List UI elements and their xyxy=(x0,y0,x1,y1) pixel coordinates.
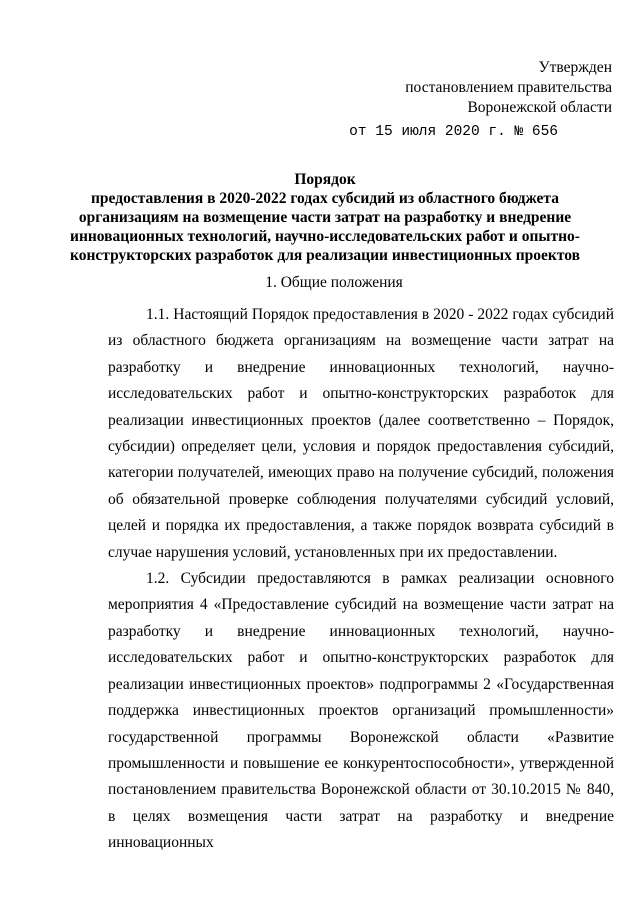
title-subtitle: предоставления в 2020-2022 годах субсидий из областного бюджета организациям на возмещение части затрат на разработку и внедрение инновационных технологий, научно-исследовательских работ и опытно-конструкторских разработок для реализации инвестиционных проектов xyxy=(70,190,580,264)
section-heading: 1. Общие положения xyxy=(265,274,403,291)
paragraph-1-2: 1.2. Субсидии предоставляются в рамках реализации основного мероприятия 4 «Предоставление субсидий на возмещение части затрат на разработку и внедрение инновационных технологий, научно-исследовательских работ и опытно-конструкторских разработок для реализации инвестиционных проектов» подпрограммы 2 «Государственная поддержка инвестиционных проектов организаций промышленности» государственной программы Воронежской области «Развитие промышленности и повышение ее конкурентоспособности», утвержденной постановлением правительства Воронежской области от 30.10.2015 № 840, в целях возмещения части затрат на разработку и внедрение инновационных xyxy=(108,570,614,852)
approval-line-1: Утвержден xyxy=(538,59,612,76)
approval-date: от 15 июля 2020 г. № 656 xyxy=(349,124,558,140)
approval-stamp xyxy=(349,58,612,142)
approval-line-2: постановлением правительства xyxy=(405,79,612,96)
paragraph-1-1: 1.1. Настоящий Порядок предоставления в 2020 - 2022 годах субсидий из областного бюджета организациям на возмещение части затрат на разработку и внедрение инновационных технологий, научно-исследовательских работ и опытно-конструкторских разработок для реализации инвестиционных проектов (далее соответственно – Порядок, субсидии) определяет цели, условия и порядок предоставления субсидий, категории получателей, имеющих право на получение субсидий, положения об обязательной проверке соблюдения получателями субсидий условий, целей и порядка их предоставления, а также порядок возврата субсидий в случае нарушения условий, установленных при их предоставлении. xyxy=(108,306,614,561)
document-body xyxy=(108,302,614,857)
document-title xyxy=(70,170,580,265)
approval-line-3: Воронежской области xyxy=(467,99,612,116)
title-heading: Порядок xyxy=(294,171,356,188)
